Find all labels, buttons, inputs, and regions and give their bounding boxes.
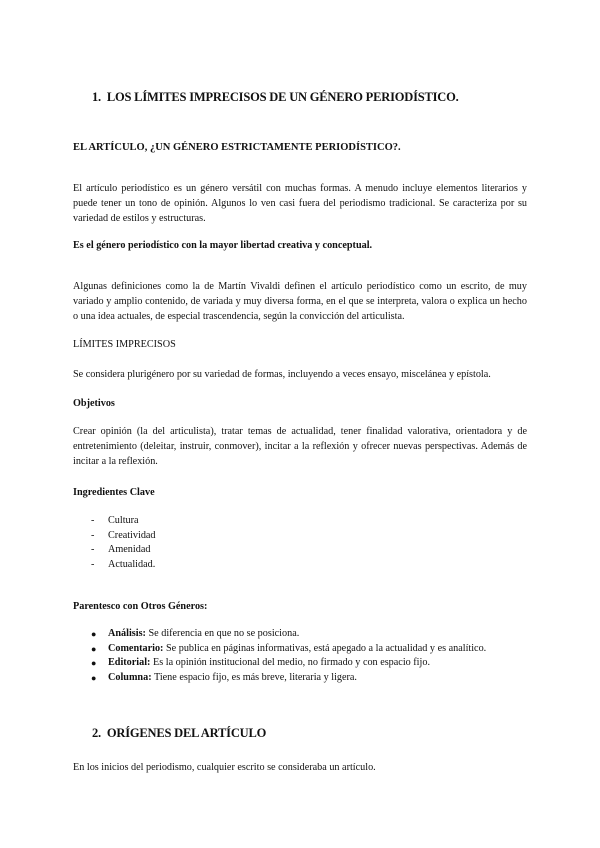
relation-desc: Es la opinión institucional del medio, no firmado y con espacio fijo. (150, 657, 430, 669)
relation-desc: Se publica en páginas informativas, está apegado a la actualidad y es analítico. (163, 642, 487, 654)
relation-term: Columna: (108, 671, 152, 683)
heading-number: 1. (92, 90, 101, 104)
heading-article-question: EL ARTÍCULO, ¿UN GÉNERO ESTRICTAMENTE PERIODÍSTICO?. (73, 142, 401, 153)
definition-paragraph: Algunas definiciones como la de Martín Vivaldi definen el artículo periodístico como un escrito, de muy variado y amplio contenido, de variada y muy diversa forma, en el que se interpreta, valora o explica un hecho o una idea actuales, de especial trascendencia, según la convicción del articulista. (73, 281, 527, 322)
list-item: - Actualidad. (91, 558, 156, 573)
heading-number: 2. (92, 726, 101, 740)
limits-text: Se considera plurigénero por su variedad de formas, incluyendo a veces ensayo, miscelánea y epístola. (73, 369, 491, 380)
relation-term: Editorial: (108, 657, 151, 669)
origins-text: En los inicios del periodismo, cualquier escrito se consideraba un artículo. (73, 762, 376, 773)
bullet-icon: ● (91, 672, 97, 683)
bullet-icon: ● (91, 658, 97, 669)
list-item: - Cultura (91, 514, 156, 529)
list-item: - Amenidad (91, 543, 156, 558)
bullet-icon: ● (91, 629, 97, 639)
objectives-text: Crear opinión (la del articulista), tratar temas de actualidad, tener finalidad valorativa, orientadora y de entretenimiento (deleitar, instruir, conmover), incitar a la reflexión y ofrecer nuevas perspectivas. Además de incitar a la reflexión. (73, 426, 527, 467)
relation-desc: Tiene espacio fijo, es más breve, literaria y ligera. (151, 671, 357, 683)
list-item (91, 642, 486, 657)
bold-statement: Es el género periodístico con la mayor libertad creativa y conceptual. (73, 240, 373, 251)
relations-title: Parentesco con Otros Géneros: (73, 601, 208, 612)
relation-desc: Se diferencia en que no se posiciona. (145, 628, 300, 639)
list-item (91, 671, 486, 686)
relation-term: Análisis: (108, 628, 146, 639)
heading-text: ORÍGENES DEL ARTÍCULO (106, 726, 267, 740)
ingredients-title: Ingredientes Clave (73, 487, 155, 498)
list-item: - Creatividad (91, 529, 156, 544)
bullet-icon: ● (91, 643, 97, 654)
heading-text: LOS LÍMITES IMPRECISOS DE UN GÉNERO PERIODÍSTICO. (106, 90, 459, 104)
objectives-title: Objetivos (73, 398, 115, 409)
limits-heading: LÍMITES IMPRECISOS (73, 339, 176, 350)
list-item (91, 656, 486, 671)
list-item (91, 627, 486, 642)
heading-section-2 (92, 726, 266, 741)
heading-section-1 (92, 90, 459, 105)
intro-paragraph: El artículo periodístico es un género versátil con muchas formas. A menudo incluye elementos literarios y puede tener un tono de opinión. Algunos lo ven casi fuera del periodismo tradicional. Se caracteriza por su variedad de estilos y estructuras. (73, 183, 527, 224)
relation-term: Comentario: (108, 642, 164, 654)
relations-list (91, 627, 486, 685)
ingredients-list (91, 514, 156, 572)
